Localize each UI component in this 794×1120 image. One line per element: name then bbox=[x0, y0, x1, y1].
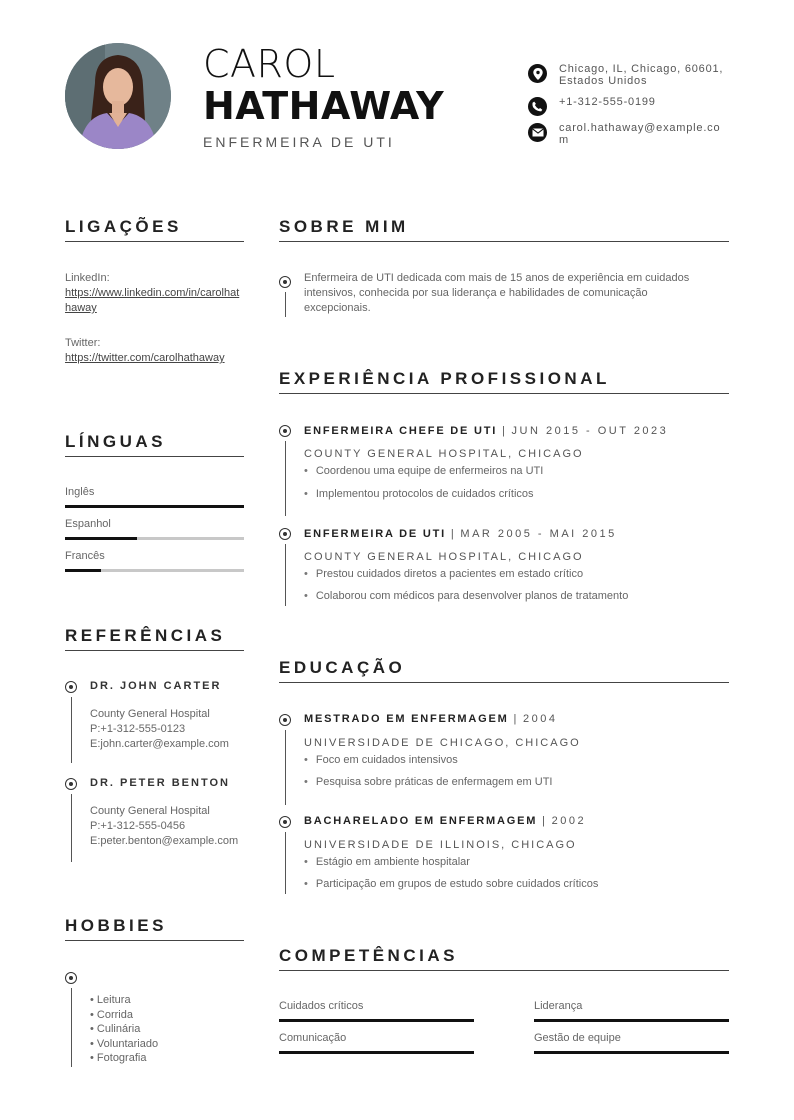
skill-level-fill bbox=[534, 1019, 729, 1022]
links-divider bbox=[65, 241, 244, 242]
timeline-dot-icon bbox=[65, 972, 77, 984]
contact-phone bbox=[528, 96, 724, 116]
linkedin-label: LinkedIn: bbox=[65, 272, 110, 284]
language-level-bar bbox=[65, 505, 244, 508]
skill-level-bar bbox=[279, 1019, 474, 1022]
timeline-dot-icon bbox=[279, 276, 291, 288]
phone-text: +1-312-555-0199 bbox=[559, 96, 656, 108]
twitter-label: Twitter: bbox=[65, 337, 101, 349]
hobbies-list bbox=[90, 993, 158, 1066]
timeline-dot-icon bbox=[279, 714, 291, 726]
timeline-line bbox=[71, 697, 72, 763]
experience-bullet: • Prestou cuidados diretos a pacientes em estado crítico bbox=[304, 568, 583, 580]
education-bullet: • Participação em grupos de estudo sobre cuidados críticos bbox=[304, 878, 598, 890]
reference-details bbox=[90, 707, 250, 752]
link-twitter bbox=[65, 336, 245, 366]
reference-email: E:john.carter@example.com bbox=[90, 738, 229, 750]
experience-heading: EXPERIÊNCIA PROFISSIONAL bbox=[279, 369, 610, 388]
languages-heading: LÍNGUAS bbox=[65, 432, 166, 451]
skill-level-bar bbox=[534, 1051, 729, 1054]
experience-divider bbox=[279, 393, 729, 394]
language-name: Inglês bbox=[65, 486, 95, 498]
first-name: CAROL bbox=[203, 42, 336, 86]
skills-divider bbox=[279, 970, 729, 971]
twitter-link[interactable]: https://twitter.com/carolhathaway bbox=[65, 352, 225, 364]
education-title: MESTRADO EM ENFERMAGEM | 2004 bbox=[304, 713, 558, 725]
reference-org: County General Hospital bbox=[90, 805, 210, 817]
reference-name: DR. PETER BENTON bbox=[90, 777, 230, 789]
education-title: BACHARELADO EM ENFERMAGEM | 2002 bbox=[304, 815, 587, 827]
reference-org: County General Hospital bbox=[90, 708, 210, 720]
timeline-dot-icon bbox=[65, 778, 77, 790]
education-bullet: • Pesquisa sobre práticas de enfermagem em UTI bbox=[304, 776, 552, 788]
last-name: HATHAWAY bbox=[203, 84, 445, 128]
experience-org: COUNTY GENERAL HOSPITAL, CHICAGO bbox=[304, 448, 584, 460]
job-title: ENFERMEIRA DE UTI bbox=[203, 134, 395, 150]
about-heading: SOBRE MIM bbox=[279, 217, 409, 236]
timeline-line bbox=[285, 544, 286, 606]
about-divider bbox=[279, 241, 729, 242]
language-level-fill bbox=[65, 537, 137, 540]
profile-photo bbox=[65, 43, 171, 149]
language-name: Espanhol bbox=[65, 518, 111, 530]
skills-heading: COMPETÊNCIAS bbox=[279, 946, 458, 965]
skill-name: Liderança bbox=[534, 1000, 583, 1012]
skill-level-fill bbox=[279, 1019, 474, 1022]
language-level-bar bbox=[65, 537, 244, 540]
skill-level-bar bbox=[534, 1019, 729, 1022]
hobby-item: • Corrida bbox=[90, 1008, 133, 1021]
hobbies-divider bbox=[65, 940, 244, 941]
experience-title: ENFERMEIRA CHEFE DE UTI | JUN 2015 - OUT 2023 bbox=[304, 425, 669, 437]
timeline-line bbox=[71, 794, 72, 862]
timeline-dot-icon bbox=[279, 528, 291, 540]
phone-icon bbox=[528, 97, 547, 116]
skill-level-fill bbox=[279, 1051, 474, 1054]
email-icon bbox=[528, 123, 547, 142]
hobby-item: • Voluntariado bbox=[90, 1037, 159, 1050]
timeline-dot-icon bbox=[279, 816, 291, 828]
languages-divider bbox=[65, 456, 244, 457]
email-text: carol.hathaway@example.com bbox=[559, 122, 721, 146]
language-level-bar bbox=[65, 569, 244, 572]
language-level-fill bbox=[65, 569, 101, 572]
experience-title: ENFERMEIRA DE UTI | MAR 2005 - MAI 2015 bbox=[304, 528, 617, 540]
reference-phone: P:+1-312-555-0456 bbox=[90, 820, 186, 832]
hobby-item: • Culinária bbox=[90, 1023, 141, 1035]
language-level-fill bbox=[65, 505, 244, 508]
skill-name: Comunicação bbox=[279, 1032, 347, 1044]
education-divider bbox=[279, 682, 729, 683]
link-linkedin bbox=[65, 271, 245, 316]
location-pin-icon bbox=[528, 64, 547, 83]
hobby-item: • Leitura bbox=[90, 994, 131, 1006]
timeline-dot-icon bbox=[279, 425, 291, 437]
education-org: UNIVERSIDADE DE CHICAGO, CHICAGO bbox=[304, 737, 581, 749]
timeline-line bbox=[285, 730, 286, 805]
experience-bullet: • Coordenou uma equipe de enfermeiros na UTI bbox=[304, 465, 543, 477]
language-name: Francês bbox=[65, 550, 105, 562]
contact-address bbox=[528, 63, 724, 87]
skill-level-fill bbox=[534, 1051, 729, 1054]
references-heading: REFERÊNCIAS bbox=[65, 626, 226, 645]
contact-email bbox=[528, 122, 724, 146]
timeline-line bbox=[285, 292, 286, 317]
about-text: Enfermeira de UTI dedicada com mais de 15 anos de experiência em cuidados intensivos, conhecida por sua liderança e habilidades de comunicação excepcionais. bbox=[304, 272, 690, 314]
timeline-line bbox=[285, 441, 286, 516]
skill-level-bar bbox=[279, 1051, 474, 1054]
timeline-line bbox=[71, 988, 72, 1067]
hobbies-heading: HOBBIES bbox=[65, 916, 167, 935]
reference-phone: P:+1-312-555-0123 bbox=[90, 723, 186, 735]
reference-details bbox=[90, 804, 245, 849]
experience-bullet: • Colaborou com médicos para desenvolver planos de tratamento bbox=[304, 590, 628, 602]
education-bullet: • Foco em cuidados intensivos bbox=[304, 754, 458, 766]
timeline-line bbox=[285, 832, 286, 894]
reference-email: E:peter.benton@example.com bbox=[90, 835, 239, 847]
experience-bullet: • Implementou protocolos de cuidados críticos bbox=[304, 488, 534, 500]
skill-name: Cuidados críticos bbox=[279, 1000, 364, 1012]
experience-org: COUNTY GENERAL HOSPITAL, CHICAGO bbox=[304, 551, 584, 563]
skill-name: Gestão de equipe bbox=[534, 1032, 621, 1044]
education-bullet: • Estágio em ambiente hospitalar bbox=[304, 856, 470, 868]
reference-name: DR. JOHN CARTER bbox=[90, 680, 222, 692]
linkedin-link[interactable]: https://www.linkedin.com/in/carolhathaway bbox=[65, 287, 240, 314]
address-text: Chicago, IL, Chicago, 60601, Estados Unidos bbox=[559, 63, 724, 87]
education-heading: EDUCAÇÃO bbox=[279, 658, 406, 677]
references-divider bbox=[65, 650, 244, 651]
links-heading: LIGAÇÕES bbox=[65, 217, 182, 236]
education-org: UNIVERSIDADE DE ILLINOIS, CHICAGO bbox=[304, 839, 577, 851]
timeline-dot-icon bbox=[65, 681, 77, 693]
hobby-item: • Fotografia bbox=[90, 1052, 147, 1064]
